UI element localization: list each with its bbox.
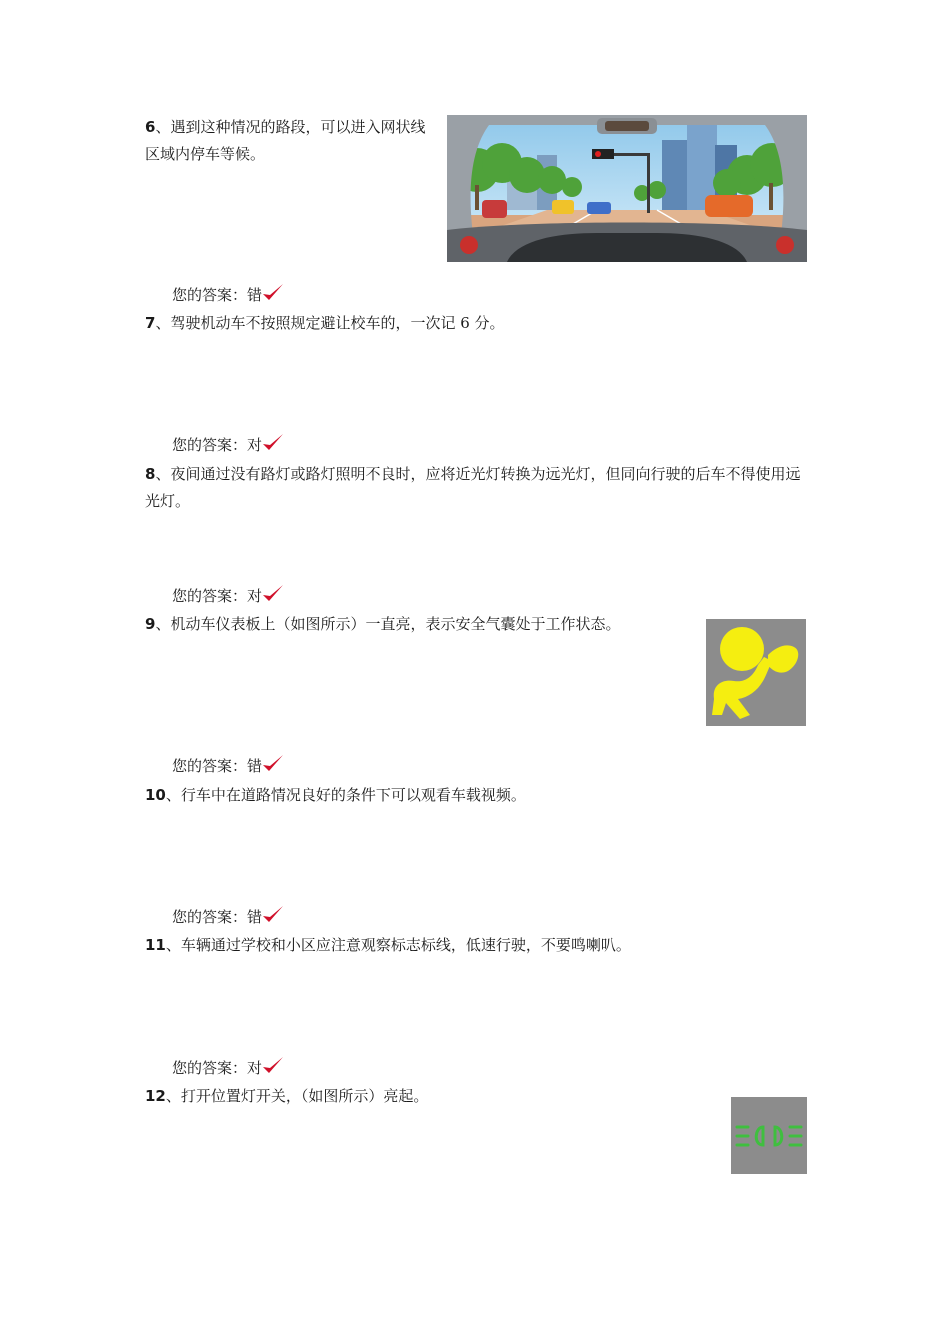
check-icon bbox=[262, 754, 284, 774]
question-10 bbox=[145, 782, 825, 809]
answer-line-7 bbox=[172, 433, 284, 455]
question-text: 、打开位置灯开关，（如图所示）亮起。 bbox=[165, 1087, 429, 1105]
question-text: 、遇到这种情况的路段，可以进入网状线 区域内停车等候。 bbox=[145, 118, 426, 163]
windshield-traffic-scene-image bbox=[447, 115, 807, 262]
answer-line-11 bbox=[172, 1056, 284, 1078]
answer-line-8 bbox=[172, 584, 284, 606]
question-number: 8 bbox=[145, 465, 156, 483]
question-number: 12 bbox=[145, 1087, 166, 1105]
question-text: 、行车中在道路情况良好的条件下可以观看车载视频。 bbox=[165, 786, 526, 804]
question-6 bbox=[145, 114, 445, 168]
answer-value: 对 bbox=[247, 587, 263, 605]
question-7 bbox=[145, 310, 825, 337]
question-number: 9 bbox=[145, 615, 156, 633]
question-text: 、夜间通过没有路灯或路灯照明不良时，应将近光灯转换为远光灯，但同向行驶的后车不得使用远光灯。 bbox=[145, 465, 801, 510]
question-number: 10 bbox=[145, 786, 166, 804]
check-icon bbox=[262, 283, 284, 303]
answer-label: 您的答案： bbox=[172, 436, 248, 454]
check-icon bbox=[262, 1056, 284, 1076]
question-8 bbox=[145, 461, 810, 515]
question-text: 、车辆通过学校和小区应注意观察标志标线，低速行驶，不要鸣喇叭。 bbox=[165, 936, 631, 954]
airbag-warning-icon bbox=[706, 619, 806, 726]
answer-label: 您的答案： bbox=[172, 757, 248, 775]
question-number: 11 bbox=[145, 936, 166, 954]
question-number: 6 bbox=[145, 118, 156, 136]
answer-line-9 bbox=[172, 754, 284, 776]
answer-value: 对 bbox=[247, 436, 263, 454]
check-icon bbox=[262, 905, 284, 925]
answer-label: 您的答案： bbox=[172, 286, 248, 304]
question-text: 、驾驶机动车不按照规定避让校车的，一次记 6 分。 bbox=[155, 314, 505, 332]
question-11 bbox=[145, 932, 825, 959]
answer-value: 错 bbox=[247, 908, 263, 926]
answer-value: 错 bbox=[247, 286, 263, 304]
answer-value: 错 bbox=[247, 757, 263, 775]
question-12 bbox=[145, 1083, 705, 1110]
answer-value: 对 bbox=[247, 1059, 263, 1077]
answer-label: 您的答案： bbox=[172, 587, 248, 605]
question-text: 、机动车仪表板上（如图所示）一直亮，表示安全气囊处于工作状态。 bbox=[155, 615, 621, 633]
question-number: 7 bbox=[145, 314, 156, 332]
check-icon bbox=[262, 433, 284, 453]
check-icon bbox=[262, 584, 284, 604]
answer-line-10 bbox=[172, 905, 284, 927]
answer-line-6 bbox=[172, 283, 284, 305]
position-lamp-icon bbox=[731, 1097, 807, 1174]
question-9 bbox=[145, 611, 685, 638]
answer-label: 您的答案： bbox=[172, 908, 248, 926]
answer-label: 您的答案： bbox=[172, 1059, 248, 1077]
